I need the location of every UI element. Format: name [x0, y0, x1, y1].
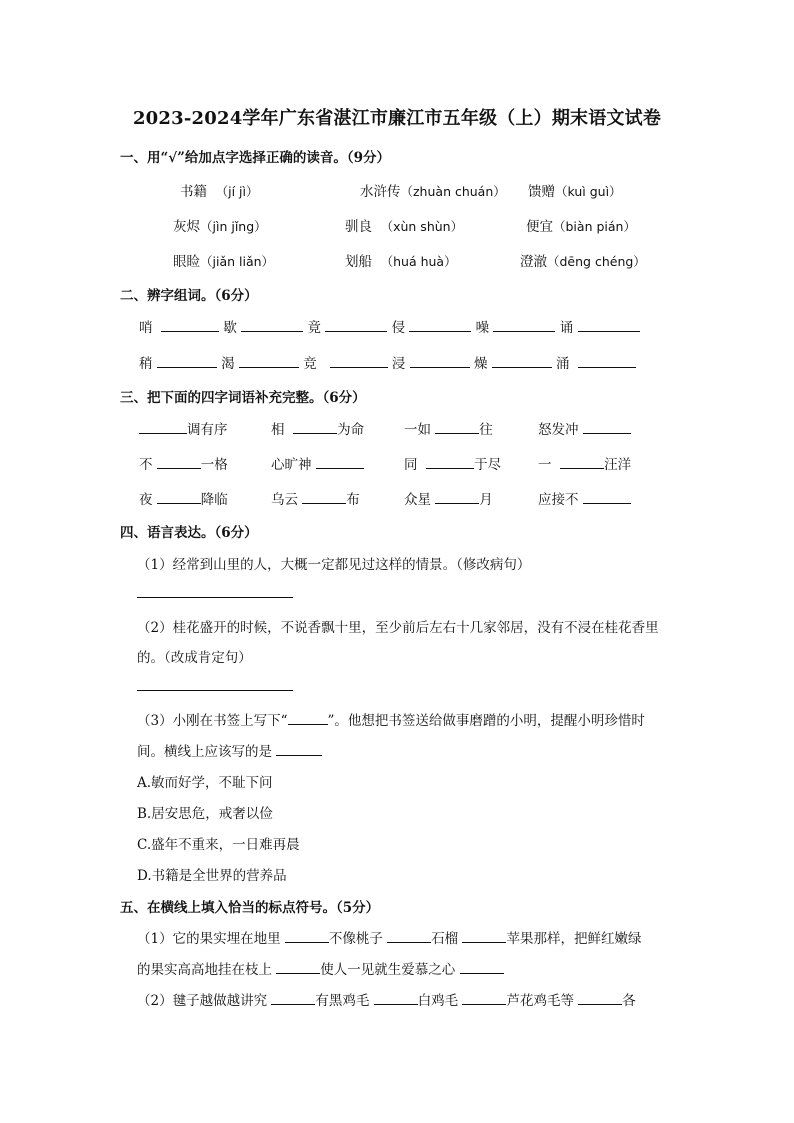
- answer-blank[interactable]: [276, 741, 322, 756]
- idiom-item: 相 为命: [271, 418, 364, 438]
- answer-blank[interactable]: [157, 489, 201, 504]
- section-3-heading: 三、把下面的四字词语补充完整。（6分）: [120, 390, 366, 406]
- answer-blank[interactable]: [578, 353, 636, 368]
- pinyin-item: 灰烬（jìn jǐng）: [173, 219, 267, 235]
- pinyin-item: 划船 （huá huà）: [345, 254, 457, 270]
- answer-blank[interactable]: [493, 317, 555, 332]
- pinyin-item: 驯良 （xùn shùn）: [345, 219, 464, 235]
- answer-blank[interactable]: [578, 317, 640, 332]
- section-4-heading: 四、语言表达。（6分）: [120, 525, 258, 541]
- answer-blank[interactable]: [578, 990, 622, 1005]
- idiom-item: 应接不: [538, 488, 631, 508]
- idiom-item: 众星 月: [404, 488, 493, 508]
- idiom-item: 调有序: [139, 418, 228, 438]
- section-1-heading: 一、用“√”给加点字选择正确的读音。（9分）: [120, 150, 391, 166]
- word-group-row-2: 稍 渴 竞 浸 燥 涌: [139, 352, 636, 372]
- answer-blank[interactable]: [492, 353, 552, 368]
- answer-blank[interactable]: [325, 317, 387, 332]
- answer-blank[interactable]: [139, 419, 187, 434]
- idiom-item: 怒发冲: [538, 418, 631, 438]
- answer-blank[interactable]: [161, 317, 219, 332]
- answer-blank[interactable]: [583, 489, 631, 504]
- answer-blank[interactable]: [410, 353, 470, 368]
- page-title: 2023-2024学年广东省湛江市廉江市五年级（上）期末语文试卷: [132, 108, 662, 129]
- option-d[interactable]: D.书籍是全世界的营养品: [137, 868, 287, 884]
- answer-blank[interactable]: [387, 928, 431, 943]
- idiom-item: 心旷神: [271, 453, 364, 473]
- answer-blank[interactable]: [462, 928, 506, 943]
- option-c[interactable]: C.盛年不重来，一日难再晨: [137, 837, 300, 853]
- question-5-2-line-a: （2）毽子越做越讲究 有黑鸡毛 白鸡毛 芦花鸡毛等 各: [137, 989, 636, 1009]
- answer-blank[interactable]: [560, 454, 604, 469]
- question-4-2-line-a: （2）桂花盛开的时候，不说香飘十里，至少前后左右十几家邻居，没有不浸在桂花香里: [137, 620, 659, 636]
- idiom-item: 一 汪洋: [538, 453, 631, 473]
- answer-blank[interactable]: [157, 353, 217, 368]
- answer-blank[interactable]: [276, 959, 320, 974]
- answer-blank[interactable]: [293, 419, 337, 434]
- pinyin-item: 馈赠（kuì guì）: [528, 184, 622, 200]
- idiom-item: 乌云 布: [271, 488, 360, 508]
- pinyin-item: 书籍 （jí jì）: [180, 184, 259, 200]
- answer-blank[interactable]: [241, 317, 303, 332]
- answer-blank[interactable]: [374, 990, 418, 1005]
- pinyin-item: 澄澈（dēng chéng）: [520, 254, 646, 270]
- answer-blank[interactable]: [288, 710, 328, 725]
- pinyin-item: 眼睑（jiǎn liǎn）: [173, 254, 275, 270]
- answer-blank[interactable]: [239, 353, 299, 368]
- question-5-1-line-a: （1）它的果实埋在地里 不像桃子 石榴 苹果那样，把鲜红嫩绿: [137, 927, 641, 947]
- answer-line[interactable]: [137, 597, 293, 598]
- option-b[interactable]: B.居安思危，戒奢以俭: [137, 806, 273, 822]
- answer-line[interactable]: [137, 690, 293, 691]
- answer-blank[interactable]: [426, 454, 474, 469]
- word-group-row-1: 哨 歇 竟 侵 噪 诵: [139, 316, 640, 336]
- idiom-item: 夜 降临: [139, 488, 228, 508]
- section-5-heading: 五、在横线上填入恰当的标点符号。（5分）: [120, 900, 380, 916]
- answer-blank[interactable]: [435, 489, 479, 504]
- question-4-1: （1）经常到山里的人，大概一定都见过这样的情景。（修改病句）: [137, 557, 531, 573]
- idiom-item: 同 于尽: [404, 453, 501, 473]
- pinyin-item: 便宜（biàn pián）: [526, 219, 636, 235]
- idiom-item: 不 一格: [139, 453, 228, 473]
- answer-blank[interactable]: [583, 419, 631, 434]
- option-a[interactable]: A.敏而好学，不耻下问: [137, 775, 273, 791]
- answer-blank[interactable]: [460, 959, 504, 974]
- answer-blank[interactable]: [302, 489, 346, 504]
- answer-blank[interactable]: [409, 317, 471, 332]
- pinyin-item: 水浒传（zhuàn chuán）: [360, 184, 506, 200]
- answer-blank[interactable]: [271, 990, 315, 1005]
- answer-blank[interactable]: [462, 990, 506, 1005]
- question-4-3-line-b: 间。横线上应该写的是: [137, 740, 322, 760]
- question-4-3-line-a: （3）小刚在书签上写下“ ”。他想把书签送给做事磨蹭的小明，提醒小明珍惜时: [137, 709, 645, 729]
- answer-blank[interactable]: [285, 928, 329, 943]
- idiom-item: 一如 往: [404, 418, 493, 438]
- answer-blank[interactable]: [330, 353, 388, 368]
- section-2-heading: 二、辨字组词。（6分）: [120, 288, 258, 304]
- answer-blank[interactable]: [157, 454, 201, 469]
- answer-blank[interactable]: [435, 419, 479, 434]
- question-5-1-line-b: 的果实高高地挂在枝上 使人一见就生爱慕之心: [137, 958, 504, 978]
- question-4-2-line-b: 的。（改成肯定句）: [137, 650, 252, 666]
- answer-blank[interactable]: [316, 454, 364, 469]
